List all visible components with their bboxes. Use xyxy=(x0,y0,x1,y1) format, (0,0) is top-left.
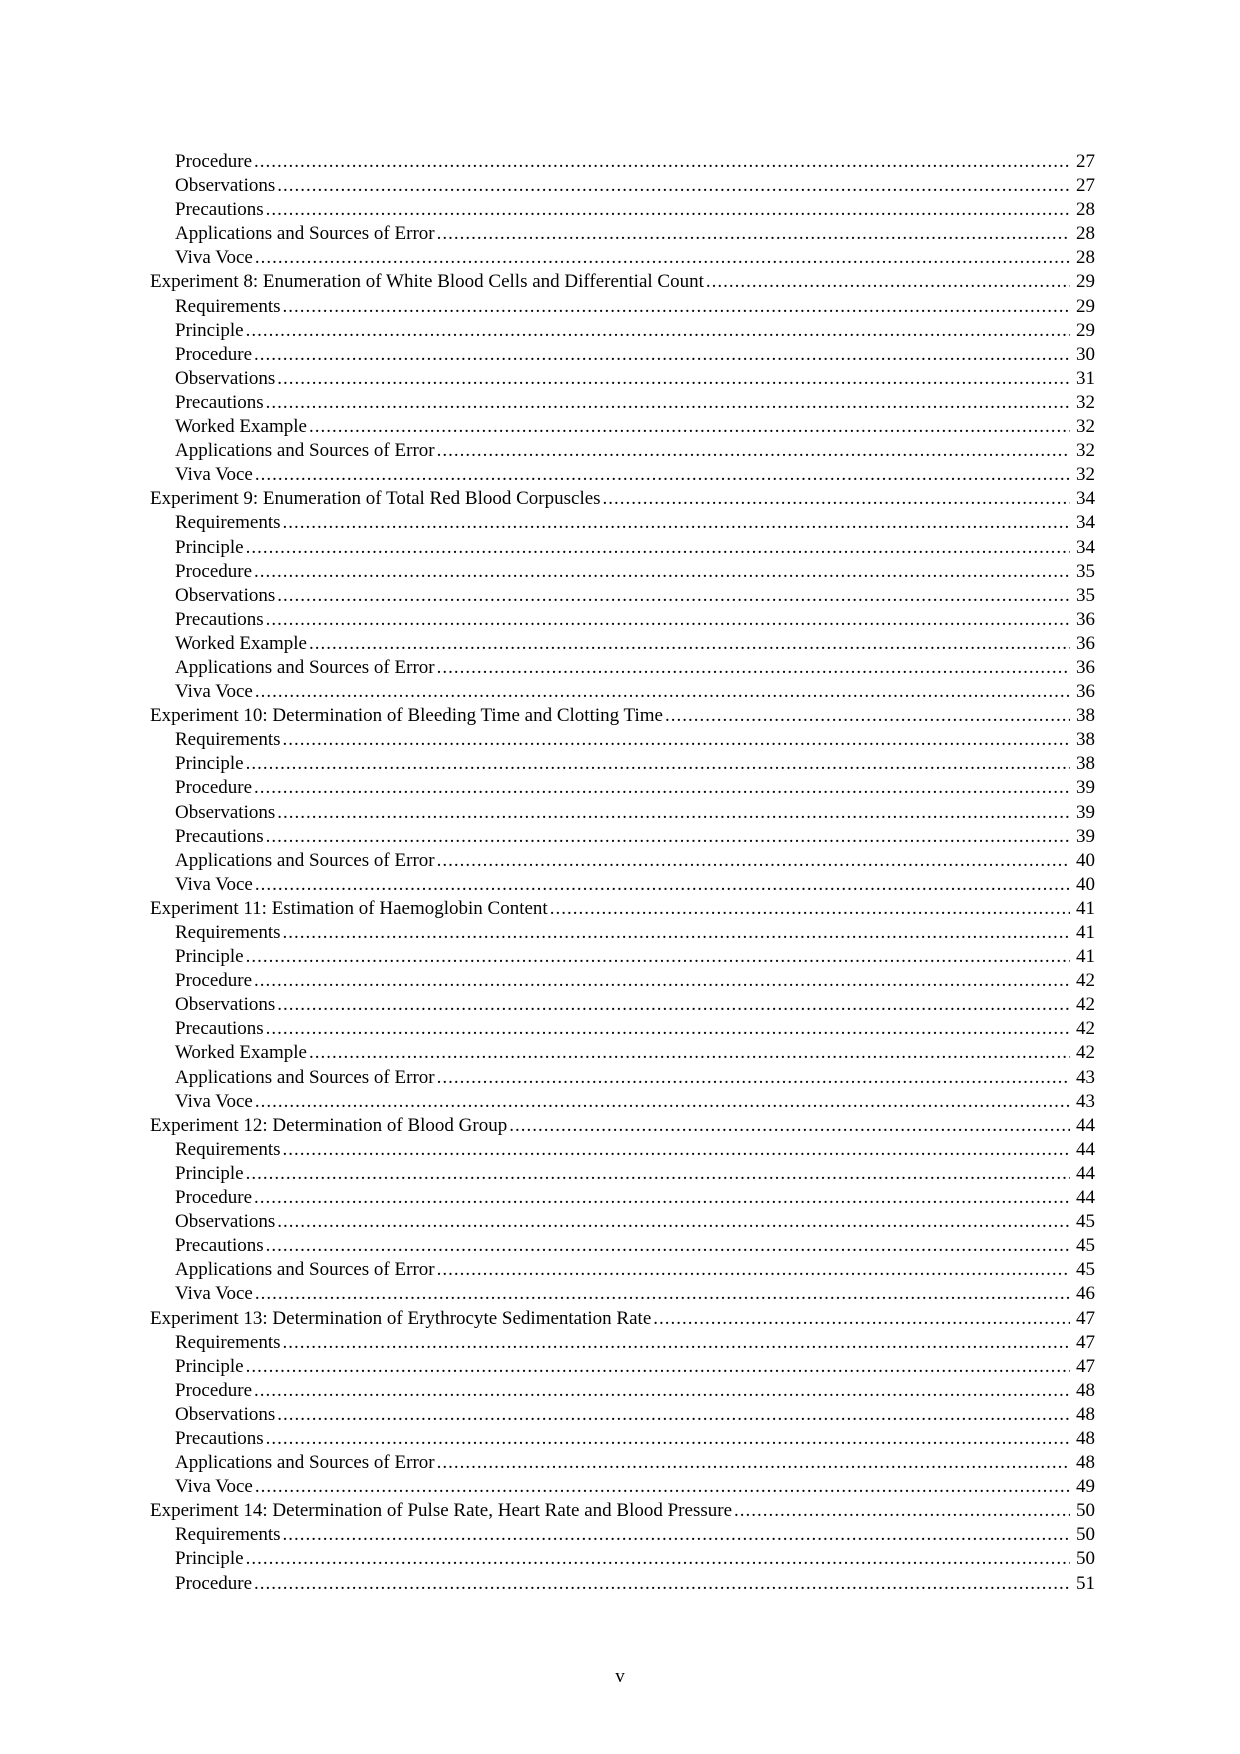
toc-section-entry[interactable] xyxy=(150,1427,1095,1451)
toc-dot-leader xyxy=(266,1017,1070,1041)
toc-entry-page: 38 xyxy=(1076,729,1095,751)
toc-dot-leader xyxy=(437,1258,1070,1282)
toc-entry-page: 47 xyxy=(1076,1307,1095,1329)
toc-section-entry[interactable] xyxy=(150,1210,1095,1234)
toc-entry-title: Procedure xyxy=(175,343,253,365)
toc-dot-leader xyxy=(246,1547,1070,1571)
toc-section-entry[interactable] xyxy=(150,801,1095,825)
toc-entry-page: 39 xyxy=(1076,825,1095,847)
toc-section-entry[interactable] xyxy=(150,584,1095,608)
toc-dot-leader xyxy=(254,1572,1070,1596)
toc-entry-page: 50 xyxy=(1076,1524,1095,1546)
toc-dot-leader xyxy=(277,174,1070,198)
toc-section-entry[interactable] xyxy=(150,295,1095,319)
toc-entry-page: 34 xyxy=(1076,536,1095,558)
toc-section-entry[interactable] xyxy=(150,1451,1095,1475)
toc-entry-page: 31 xyxy=(1076,367,1095,389)
toc-section-entry[interactable] xyxy=(150,391,1095,415)
toc-section-entry[interactable] xyxy=(150,463,1095,487)
toc-entry-title: Procedure xyxy=(175,1379,253,1401)
toc-entry-page: 51 xyxy=(1076,1572,1095,1594)
toc-entry-title: Observations xyxy=(175,1211,276,1233)
toc-entry-page: 34 xyxy=(1076,512,1095,534)
toc-entry-title: Observations xyxy=(175,994,276,1016)
toc-dot-leader xyxy=(254,1379,1070,1403)
toc-entry-page: 50 xyxy=(1076,1548,1095,1570)
toc-entry-title: Applications and Sources of Error xyxy=(175,1452,435,1474)
toc-section-entry[interactable] xyxy=(150,873,1095,897)
toc-dot-leader xyxy=(266,1427,1070,1451)
toc-chapter-entry[interactable] xyxy=(150,704,1095,728)
toc-entry-page: 47 xyxy=(1076,1355,1095,1377)
toc-entry-page: 42 xyxy=(1076,994,1095,1016)
toc-section-entry[interactable] xyxy=(150,1234,1095,1258)
toc-entry-title: Worked Example xyxy=(175,632,307,654)
toc-entry-title: Viva Voce xyxy=(175,1283,253,1305)
toc-entry-title: Requirements xyxy=(175,1524,281,1546)
toc-entry-title: Applications and Sources of Error xyxy=(175,849,435,871)
toc-dot-leader xyxy=(266,825,1070,849)
toc-dot-leader xyxy=(283,921,1070,945)
toc-entry-page: 39 xyxy=(1076,801,1095,823)
toc-section-entry[interactable] xyxy=(150,1547,1095,1571)
toc-entry-title: Principle xyxy=(175,753,244,775)
toc-section-entry[interactable] xyxy=(150,849,1095,873)
toc-entry-title: Requirements xyxy=(175,295,281,317)
toc-section-entry[interactable] xyxy=(150,1475,1095,1499)
toc-dot-leader xyxy=(254,1186,1070,1210)
toc-section-entry[interactable] xyxy=(150,511,1095,535)
toc-entry-title: Experiment 12: Determination of Blood Group xyxy=(150,1114,508,1136)
toc-entry-title: Principle xyxy=(175,536,244,558)
toc-dot-leader xyxy=(246,536,1070,560)
toc-entry-title: Applications and Sources of Error xyxy=(175,1259,435,1281)
toc-entry-page: 38 xyxy=(1076,753,1095,775)
toc-entry-title: Applications and Sources of Error xyxy=(175,223,435,245)
toc-dot-leader xyxy=(437,1066,1070,1090)
toc-section-entry[interactable] xyxy=(150,1258,1095,1282)
toc-section-entry[interactable] xyxy=(150,150,1095,174)
toc-entry-page: 36 xyxy=(1076,608,1095,630)
toc-dot-leader xyxy=(254,776,1070,800)
toc-dot-leader xyxy=(309,632,1070,656)
toc-chapter-entry[interactable] xyxy=(150,487,1095,511)
toc-entry-title: Experiment 8: Enumeration of White Blood Cells and Differential Count xyxy=(150,271,704,293)
toc-entry-title: Observations xyxy=(175,367,276,389)
toc-entry-title: Viva Voce xyxy=(175,1476,253,1498)
toc-dot-leader xyxy=(277,1403,1070,1427)
toc-dot-leader xyxy=(309,1041,1070,1065)
toc-section-entry[interactable] xyxy=(150,367,1095,391)
page-number: v xyxy=(615,1666,625,1687)
toc-section-entry[interactable] xyxy=(150,921,1095,945)
toc-section-entry[interactable] xyxy=(150,1138,1095,1162)
toc-section-entry[interactable] xyxy=(150,680,1095,704)
toc-dot-leader xyxy=(706,270,1070,294)
toc-dot-leader xyxy=(283,1138,1070,1162)
toc-dot-leader xyxy=(437,849,1070,873)
toc-entry-title: Procedure xyxy=(175,777,253,799)
toc-entry-page: 34 xyxy=(1076,488,1095,510)
toc-entry-page: 47 xyxy=(1076,1331,1095,1353)
toc-section-entry[interactable] xyxy=(150,246,1095,270)
toc-entry-page: 36 xyxy=(1076,656,1095,678)
toc-entry-title: Procedure xyxy=(175,560,253,582)
toc-entry-title: Observations xyxy=(175,175,276,197)
toc-section-entry[interactable] xyxy=(150,198,1095,222)
toc-section-entry[interactable] xyxy=(150,1379,1095,1403)
toc-section-entry[interactable] xyxy=(150,656,1095,680)
toc-section-entry[interactable] xyxy=(150,415,1095,439)
toc-dot-leader xyxy=(509,1114,1070,1138)
toc-entry-title: Viva Voce xyxy=(175,247,253,269)
table-of-contents xyxy=(150,150,1095,1596)
toc-entry-page: 36 xyxy=(1076,632,1095,654)
toc-section-entry[interactable] xyxy=(150,776,1095,800)
toc-chapter-entry[interactable] xyxy=(150,1499,1095,1523)
toc-dot-leader xyxy=(255,680,1070,704)
toc-entry-title: Principle xyxy=(175,1548,244,1570)
toc-entry-title: Procedure xyxy=(175,1187,253,1209)
toc-dot-leader xyxy=(283,1331,1070,1355)
toc-entry-page: 28 xyxy=(1076,223,1095,245)
toc-dot-leader xyxy=(246,319,1070,343)
toc-dot-leader xyxy=(437,656,1070,680)
toc-entry-title: Requirements xyxy=(175,922,281,943)
toc-dot-leader xyxy=(266,391,1070,415)
toc-dot-leader xyxy=(246,945,1070,969)
toc-entry-page: 44 xyxy=(1076,1187,1095,1209)
toc-entry-title: Viva Voce xyxy=(175,873,253,895)
toc-entry-page: 49 xyxy=(1076,1476,1095,1498)
toc-entry-page: 42 xyxy=(1076,1042,1095,1064)
toc-entry-title: Viva Voce xyxy=(175,1090,253,1112)
toc-entry-title: Experiment 10: Determination of Bleeding Time and Clotting Time xyxy=(150,705,663,727)
toc-section-entry[interactable] xyxy=(150,1090,1095,1114)
toc-entry-title: Principle xyxy=(175,946,244,968)
toc-entry-page: 28 xyxy=(1076,199,1095,221)
toc-dot-leader xyxy=(255,1282,1070,1306)
toc-entry-page: 29 xyxy=(1076,319,1095,341)
toc-section-entry[interactable] xyxy=(150,439,1095,463)
toc-entry-page: 32 xyxy=(1076,464,1095,486)
toc-entry-title: Applications and Sources of Error xyxy=(175,656,435,678)
toc-chapter-entry[interactable] xyxy=(150,897,1095,921)
toc-entry-page: 32 xyxy=(1076,440,1095,462)
toc-entry-title: Experiment 14: Determination of Pulse Rate, Heart Rate and Blood Pressure xyxy=(150,1500,732,1522)
toc-dot-leader xyxy=(283,295,1070,319)
toc-entry-page: 41 xyxy=(1076,946,1095,968)
toc-entry-title: Precautions xyxy=(175,199,264,221)
toc-entry-title: Viva Voce xyxy=(175,464,253,486)
toc-section-entry[interactable] xyxy=(150,222,1095,246)
toc-entry-page: 35 xyxy=(1076,584,1095,606)
toc-entry-page: 41 xyxy=(1076,922,1095,943)
toc-dot-leader xyxy=(255,1475,1070,1499)
toc-entry-title: Procedure xyxy=(175,970,253,992)
toc-section-entry[interactable] xyxy=(150,1186,1095,1210)
toc-entry-page: 43 xyxy=(1076,1066,1095,1088)
toc-dot-leader xyxy=(277,367,1070,391)
toc-entry-page: 42 xyxy=(1076,1018,1095,1040)
toc-dot-leader xyxy=(255,873,1070,897)
toc-section-entry[interactable] xyxy=(150,608,1095,632)
toc-entry-title: Worked Example xyxy=(175,1042,307,1064)
toc-entry-page: 45 xyxy=(1076,1259,1095,1281)
toc-entry-title: Precautions xyxy=(175,391,264,413)
toc-dot-leader xyxy=(665,704,1070,728)
toc-section-entry[interactable] xyxy=(150,536,1095,560)
toc-section-entry[interactable] xyxy=(150,1041,1095,1065)
toc-section-entry[interactable] xyxy=(150,343,1095,367)
toc-section-entry[interactable] xyxy=(150,945,1095,969)
toc-dot-leader xyxy=(254,343,1070,367)
toc-entry-title: Precautions xyxy=(175,825,264,847)
toc-entry-page: 29 xyxy=(1076,271,1095,293)
toc-entry-title: Experiment 13: Determination of Erythrocyte Sedimentation Rate xyxy=(150,1307,652,1329)
toc-entry-page: 35 xyxy=(1076,560,1095,582)
toc-entry-title: Observations xyxy=(175,584,276,606)
toc-dot-leader xyxy=(266,1234,1070,1258)
toc-entry-title: Worked Example xyxy=(175,416,307,438)
toc-entry-page: 48 xyxy=(1076,1427,1095,1449)
toc-dot-leader xyxy=(254,969,1070,993)
toc-section-entry[interactable] xyxy=(150,174,1095,198)
toc-entry-page: 28 xyxy=(1076,247,1095,269)
toc-section-entry[interactable] xyxy=(150,1572,1095,1596)
toc-section-entry[interactable] xyxy=(150,1403,1095,1427)
toc-dot-leader xyxy=(309,415,1070,439)
toc-entry-page: 27 xyxy=(1076,175,1095,197)
toc-entry-page: 40 xyxy=(1076,849,1095,871)
toc-dot-leader xyxy=(603,487,1070,511)
toc-entry-title: Procedure xyxy=(175,1572,253,1594)
toc-entry-title: Applications and Sources of Error xyxy=(175,440,435,462)
toc-entry-page: 41 xyxy=(1076,897,1095,919)
toc-dot-leader xyxy=(255,246,1070,270)
toc-dot-leader xyxy=(283,1523,1070,1547)
toc-dot-leader xyxy=(277,1210,1070,1234)
toc-dot-leader xyxy=(266,198,1070,222)
toc-entry-title: Observations xyxy=(175,801,276,823)
toc-dot-leader xyxy=(277,993,1070,1017)
toc-entry-page: 32 xyxy=(1076,391,1095,413)
toc-entry-page: 45 xyxy=(1076,1235,1095,1257)
toc-entry-title: Principle xyxy=(175,1355,244,1377)
toc-entry-page: 39 xyxy=(1076,777,1095,799)
toc-entry-page: 48 xyxy=(1076,1452,1095,1474)
toc-section-entry[interactable] xyxy=(150,728,1095,752)
toc-entry-page: 45 xyxy=(1076,1211,1095,1233)
toc-entry-page: 27 xyxy=(1076,151,1095,172)
toc-section-entry[interactable] xyxy=(150,1066,1095,1090)
toc-section-entry[interactable] xyxy=(150,969,1095,993)
toc-entry-title: Experiment 9: Enumeration of Total Red Blood Corpuscles xyxy=(150,488,601,510)
toc-dot-leader xyxy=(653,1307,1070,1331)
toc-entry-page: 46 xyxy=(1076,1283,1095,1305)
toc-entry-title: Observations xyxy=(175,1403,276,1425)
toc-section-entry[interactable] xyxy=(150,1355,1095,1379)
toc-section-entry[interactable] xyxy=(150,632,1095,656)
toc-section-entry[interactable] xyxy=(150,825,1095,849)
toc-section-entry[interactable] xyxy=(150,1331,1095,1355)
toc-dot-leader xyxy=(437,1451,1070,1475)
toc-dot-leader xyxy=(246,1162,1070,1186)
toc-dot-leader xyxy=(550,897,1070,921)
toc-section-entry[interactable] xyxy=(150,752,1095,776)
toc-dot-leader xyxy=(254,560,1070,584)
toc-entry-title: Precautions xyxy=(175,608,264,630)
toc-dot-leader xyxy=(246,752,1070,776)
toc-section-entry[interactable] xyxy=(150,1523,1095,1547)
toc-entry-title: Requirements xyxy=(175,512,281,534)
toc-entry-page: 30 xyxy=(1076,343,1095,365)
toc-dot-leader xyxy=(283,511,1070,535)
toc-entry-title: Precautions xyxy=(175,1235,264,1257)
toc-dot-leader xyxy=(283,728,1070,752)
toc-entry-title: Requirements xyxy=(175,1331,281,1353)
toc-entry-title: Experiment 11: Estimation of Haemoglobin Content xyxy=(150,897,548,919)
toc-chapter-entry[interactable] xyxy=(150,1307,1095,1331)
toc-section-entry[interactable] xyxy=(150,1162,1095,1186)
toc-entry-page: 44 xyxy=(1076,1138,1095,1160)
toc-entry-page: 43 xyxy=(1076,1090,1095,1112)
toc-entry-page: 36 xyxy=(1076,681,1095,703)
toc-section-entry[interactable] xyxy=(150,993,1095,1017)
toc-dot-leader xyxy=(266,608,1070,632)
toc-chapter-entry[interactable] xyxy=(150,270,1095,294)
toc-entry-page: 40 xyxy=(1076,873,1095,895)
toc-entry-title: Principle xyxy=(175,1162,244,1184)
toc-dot-leader xyxy=(246,1355,1070,1379)
toc-entry-page: 50 xyxy=(1076,1500,1095,1522)
toc-dot-leader xyxy=(255,1090,1070,1114)
toc-section-entry[interactable] xyxy=(150,1017,1095,1041)
toc-dot-leader xyxy=(734,1499,1070,1523)
toc-entry-page: 48 xyxy=(1076,1403,1095,1425)
toc-entry-page: 29 xyxy=(1076,295,1095,317)
toc-dot-leader xyxy=(437,222,1070,246)
toc-entry-page: 32 xyxy=(1076,416,1095,438)
toc-entry-title: Applications and Sources of Error xyxy=(175,1066,435,1088)
toc-entry-title: Viva Voce xyxy=(175,681,253,703)
toc-entry-title: Procedure xyxy=(175,151,253,172)
toc-section-entry[interactable] xyxy=(150,1282,1095,1306)
toc-dot-leader xyxy=(277,584,1070,608)
toc-section-entry[interactable] xyxy=(150,560,1095,584)
toc-section-entry[interactable] xyxy=(150,319,1095,343)
toc-chapter-entry[interactable] xyxy=(150,1114,1095,1138)
toc-dot-leader xyxy=(277,801,1070,825)
toc-entry-title: Precautions xyxy=(175,1018,264,1040)
toc-entry-page: 44 xyxy=(1076,1114,1095,1136)
toc-entry-page: 48 xyxy=(1076,1379,1095,1401)
toc-dot-leader xyxy=(437,439,1070,463)
toc-entry-page: 42 xyxy=(1076,970,1095,992)
toc-entry-title: Requirements xyxy=(175,1138,281,1160)
toc-entry-page: 44 xyxy=(1076,1162,1095,1184)
toc-entry-title: Requirements xyxy=(175,729,281,751)
toc-entry-page: 38 xyxy=(1076,705,1095,727)
toc-entry-title: Precautions xyxy=(175,1427,264,1449)
toc-entry-title: Principle xyxy=(175,319,244,341)
toc-dot-leader xyxy=(254,150,1070,174)
toc-dot-leader xyxy=(255,463,1070,487)
